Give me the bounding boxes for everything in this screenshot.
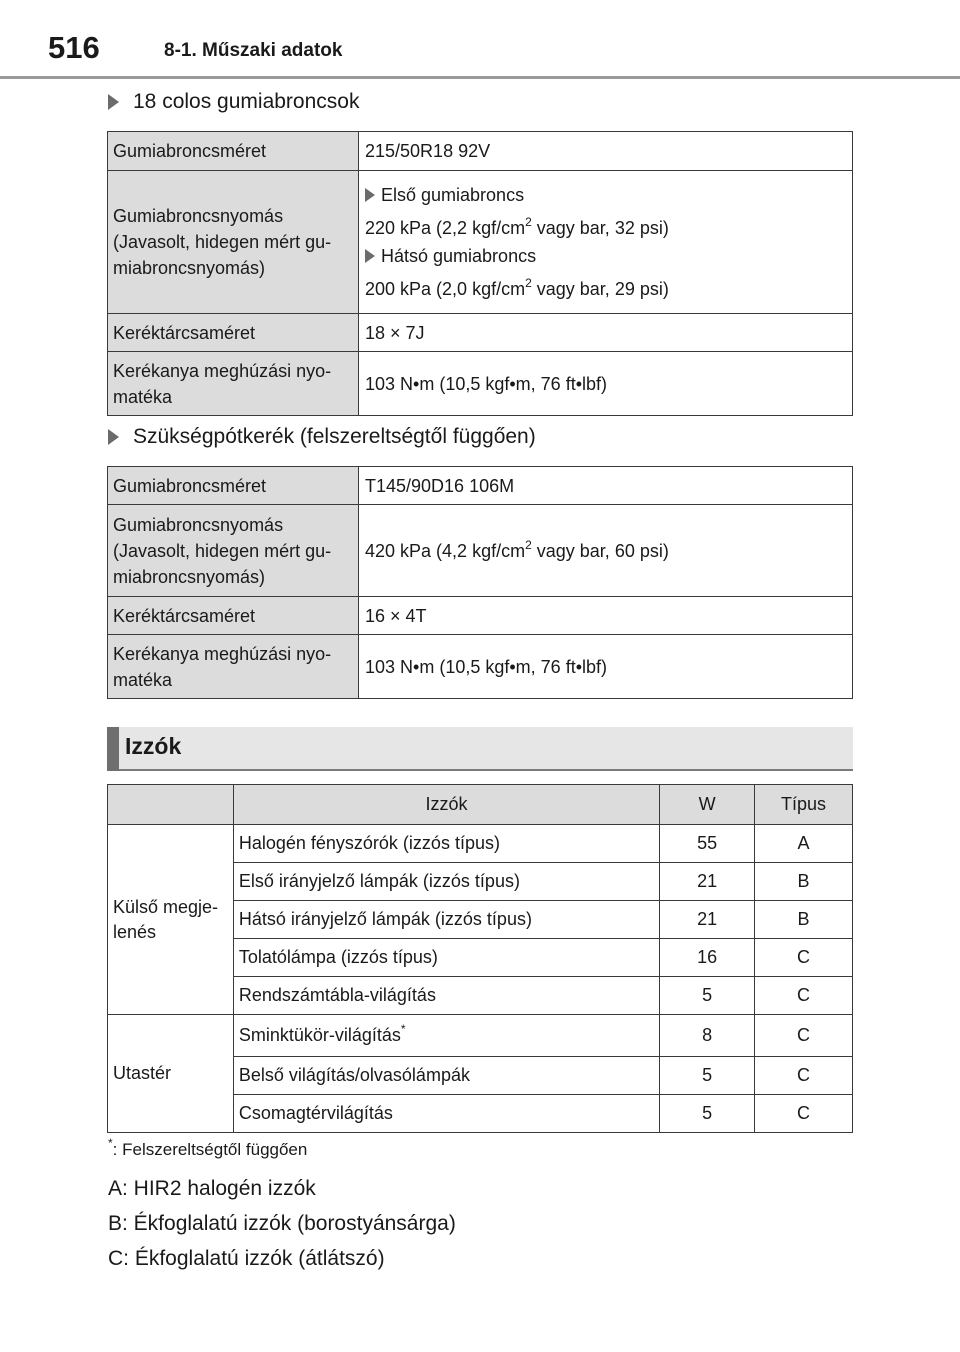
bulb-type: C bbox=[755, 977, 853, 1015]
row-label: Gumiabroncsméret bbox=[108, 467, 359, 505]
rear-tire-pressure: 200 kPa (2,0 kgf/$cm^2$ vagy bar, 29 psi) bbox=[365, 276, 669, 299]
table-row bbox=[108, 171, 853, 314]
banner-accent-bar bbox=[107, 727, 119, 771]
bulb-watt: 21 bbox=[660, 901, 755, 939]
table-row bbox=[108, 825, 853, 863]
bulb-type: C bbox=[755, 1057, 853, 1095]
section-title: Szükségpótkerék (felszereltségtől függően) bbox=[133, 425, 536, 448]
bulb-type: B bbox=[755, 901, 853, 939]
row-label: Kerékanya meghúzási nyo- matéka bbox=[108, 352, 359, 416]
row-value: 420 kPa (4,2 kgf/$cm^2$ vagy bar, 60 psi) bbox=[359, 505, 853, 597]
bulb-watt: 5 bbox=[660, 977, 755, 1015]
table-row bbox=[108, 132, 853, 171]
table-header-row bbox=[108, 785, 853, 825]
triangle-bullet-icon bbox=[108, 429, 119, 445]
front-tire-pressure: 220 kPa (2,2 kgf/$cm^2$ vagy bar, 32 psi) bbox=[365, 215, 669, 238]
front-tire-label: Első gumiabroncs bbox=[381, 185, 525, 205]
bulb-watt: 5 bbox=[660, 1057, 755, 1095]
bulb-name: Tolatólámpa (izzós típus) bbox=[233, 939, 659, 977]
bulb-watt: 21 bbox=[660, 863, 755, 901]
column-header bbox=[108, 785, 234, 825]
bulb-name: Rendszámtábla-világítás bbox=[233, 977, 659, 1015]
row-value: 103 N•m (10,5 kgf•m, 76 ft•lbf) bbox=[359, 635, 853, 699]
bulb-watt: 8 bbox=[660, 1015, 755, 1057]
section-heading-spare bbox=[108, 425, 536, 449]
triangle-bullet-icon bbox=[365, 188, 375, 202]
row-value: 16 × 4T bbox=[359, 597, 853, 635]
bulb-type: C bbox=[755, 1095, 853, 1133]
table-row bbox=[108, 635, 853, 699]
page-header bbox=[0, 0, 960, 80]
bulb-watt: 55 bbox=[660, 825, 755, 863]
column-header: W bbox=[660, 785, 755, 825]
page-number: 516 bbox=[48, 30, 100, 65]
legend-item: A: HIR2 halogén izzók bbox=[108, 1177, 316, 1200]
bulb-watt: 5 bbox=[660, 1095, 755, 1133]
bulb-watt: 16 bbox=[660, 939, 755, 977]
table-row bbox=[108, 1015, 853, 1057]
tire-spec-table-18 bbox=[107, 131, 853, 416]
table-row bbox=[108, 467, 853, 505]
table-row bbox=[108, 352, 853, 416]
section-title: 18 colos gumiabroncsok bbox=[133, 90, 360, 113]
rear-tire-label: Hátsó gumiabroncs bbox=[381, 246, 537, 266]
row-value: 18 × 7J bbox=[359, 314, 853, 352]
table-row bbox=[108, 505, 853, 597]
legend-item: B: Ékfoglalatú izzók (borostyánsárga) bbox=[108, 1212, 456, 1235]
bulb-type: C bbox=[755, 1015, 853, 1057]
group-label-interior: Utastér bbox=[108, 1015, 234, 1133]
table-row bbox=[108, 597, 853, 635]
triangle-bullet-icon bbox=[365, 249, 375, 263]
table-row bbox=[108, 314, 853, 352]
row-label: Gumiabroncsnyomás (Javasolt, hidegen mért gu- miabroncsnyomás) bbox=[108, 171, 359, 314]
chapter-title: 8-1. Műszaki adatok bbox=[164, 40, 343, 61]
bulb-type: B bbox=[755, 863, 853, 901]
row-value bbox=[359, 171, 853, 314]
row-label: Keréktárcsaméret bbox=[108, 597, 359, 635]
row-label: Gumiabroncsnyomás (Javasolt, hidegen mért gu- miabroncsnyomás) bbox=[108, 505, 359, 597]
bulb-name: Sminktükör-világítás* bbox=[233, 1015, 659, 1057]
footnote: *: Felszereltségtől függően bbox=[108, 1136, 308, 1159]
bulb-name: Hátsó irányjelző lámpák (izzós típus) bbox=[233, 901, 659, 939]
row-label: Keréktárcsaméret bbox=[108, 314, 359, 352]
bulb-type: C bbox=[755, 939, 853, 977]
bulb-name: Első irányjelző lámpák (izzós típus) bbox=[233, 863, 659, 901]
row-label: Kerékanya meghúzási nyo- matéka bbox=[108, 635, 359, 699]
row-value: 215/50R18 92V bbox=[359, 132, 853, 171]
triangle-bullet-icon bbox=[108, 94, 119, 110]
bulbs-table bbox=[107, 784, 853, 1133]
section-title: Izzók bbox=[125, 733, 182, 759]
bulb-name: Halogén fényszórók (izzós típus) bbox=[233, 825, 659, 863]
group-label-exterior: Külső megje- lenés bbox=[108, 825, 234, 1015]
column-header: Típus bbox=[755, 785, 853, 825]
section-heading-18-inch bbox=[108, 90, 359, 114]
tire-spec-table-spare bbox=[107, 466, 853, 699]
bulb-type: A bbox=[755, 825, 853, 863]
row-value: 103 N•m (10,5 kgf•m, 76 ft•lbf) bbox=[359, 352, 853, 416]
header-divider bbox=[0, 76, 960, 79]
bulb-name: Csomagtérvilágítás bbox=[233, 1095, 659, 1133]
legend-item: C: Ékfoglalatú izzók (átlátszó) bbox=[108, 1247, 385, 1270]
bulbs-section-banner bbox=[107, 727, 853, 771]
bulb-name: Belső világítás/olvasólámpák bbox=[233, 1057, 659, 1095]
column-header: Izzók bbox=[233, 785, 659, 825]
row-value: T145/90D16 106M bbox=[359, 467, 853, 505]
row-label: Gumiabroncsméret bbox=[108, 132, 359, 171]
